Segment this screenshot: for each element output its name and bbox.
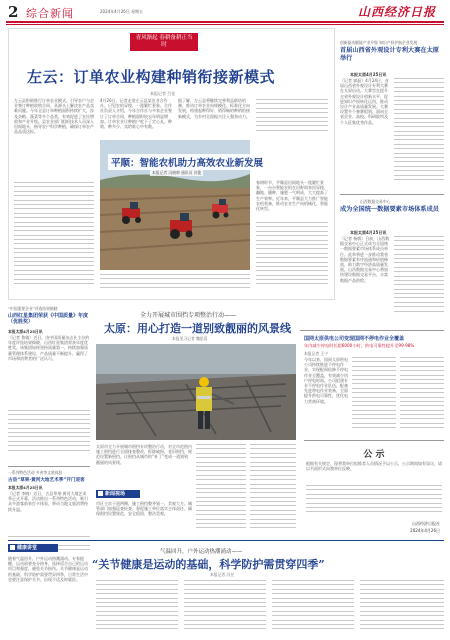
news-label <box>96 490 140 498</box>
middle-byline: 本报见习记者 魏思蓉 <box>172 336 208 341</box>
right-body-1b <box>394 78 444 188</box>
section-title: 综合新闻 <box>26 7 74 20</box>
left-kicker-2: 一系列特色活动 多省李文旅体验 <box>8 470 63 475</box>
news-body: 市区主次干道两侧，施工围挡整齐划一，美观大方。城管部门加强巡查检查，督促施工单位落实主体责任，确保围挡设置规范、安全稳固、整洁美观。 <box>96 501 192 517</box>
lead-right-col <box>256 222 328 292</box>
masthead <box>0 0 450 22</box>
lead-byline: 本报记者 吕佳 <box>150 91 176 96</box>
lead-headline: 左云：订单农业构建种销衔接新模式 <box>27 68 276 86</box>
health-label <box>8 544 58 552</box>
right-headline-1: 首届山西省外观设计专利大赛在太原举行 <box>340 47 439 62</box>
worker-construction-photo <box>96 344 296 440</box>
left-headline-2: 古县“草果·黄河大地艺术季”开门迎客 <box>8 478 85 483</box>
left-byline-1: 本报太原4月25日讯 <box>8 329 43 334</box>
middle-body-col2 <box>196 444 246 534</box>
middle-headline: 太原：用心打造一道别致靓丽的风景线 <box>104 322 291 335</box>
notice-body-more <box>306 485 442 515</box>
lead-bottom-text <box>100 274 250 294</box>
photo1-caption-body: 春耕时节，平顺县田间地头一派繁忙景象，一台台智能农机在田野间来回穿梭，翻地、播种、施肥一气呵成，大大提高了生产效率。近年来，平顺县大力推广智能农机装备，推动农业生产向机械化、智能化转型。 <box>256 180 328 212</box>
date-line: 2024年4月26日 星期五 <box>100 9 144 14</box>
health-label-text: 健康讲堂 <box>17 545 38 551</box>
health-body-col2 <box>96 580 178 636</box>
notice-signature: 山西经济日报社 <box>412 521 440 526</box>
lead-body-col1: 左云县积极推行订单农业模式，引导农户与企业签订种植收购合同，从源头上解决农产品卖难问题。今年全县订单种植面积持续扩大，涉及杂粮、蔬菜等多个品类，有效促进了农民增收和产业升级。县农业部门组织技术人员深入田间地头，指导农户科学种植，确保订单农产品品质达标。 <box>14 98 94 135</box>
right-body-2a: （记者 杨敏）日前，山西数据交易中心正式成为全国统一数据要素市场体系成员单位。此举将进一步推动我省数据要素有序流通和价值释放，助力数字经济高质量发展。山西数据交易中心将加快建设数据交易平台，丰富数据产品供给。 <box>340 236 390 283</box>
middle-body-col3 <box>250 444 296 534</box>
lead-body-col2: 4月26日，记者走进左云县某农业合作社，只见农机穿梭，一派繁忙景象。合作社负责人介绍，今年合作社与多家企业签订了订单合同，种植面积较去年明显增加。订单农业让种植户吃下了定心丸，种啥、种多少、卖给谁心中有数。 <box>100 98 172 130</box>
lead-body-col4 <box>256 99 328 137</box>
page-number: 2 <box>8 3 19 21</box>
left-kicker-1: “中国重要企业”评选结果揭晓 <box>8 306 58 311</box>
left-body-1: （记者 鲁婧）近日，由中国质量杂志社主办的年度评选结果揭晓，山西红星集团荣获年度优胜奖。该集团始终坚持质量第一，持续加强质量管理体系建设，产品质量不断提升，赢得了市场和消费者的广泛认可。 <box>8 335 90 361</box>
lead-banner-text: 青风渐起 春耕备耕正当时 <box>135 35 193 48</box>
paper-name-logo: 山西经济日报 <box>358 5 437 19</box>
left-body-2: （记者 李晓）近日，古县草果·黄河大地艺术季正式开幕，活动推出一系列特色活动，吸引众多游客前来打卡体验，带动当地文旅消费持续升温。 <box>8 491 88 512</box>
right-body-3b <box>352 357 396 435</box>
photo1-caption-byline: 本报记者 冯晓帅 通讯员 苏俊 <box>152 170 202 175</box>
masthead-rule <box>6 21 444 23</box>
right-body-3c <box>400 357 444 435</box>
right-divider-1 <box>340 194 444 195</box>
right-divider-2 <box>300 330 444 331</box>
right-body-1a: （记者 郭晶）4月24日，首届山西省外观设计专利大赛在太原启动。大赛旨在提升全省外观设计创新水平，促进知识产权转化运用，推动设计产业高质量发展。大赛设置多个参赛组别，面向全省企业、高校、科研院所及个人征集优秀作品。 <box>340 78 389 125</box>
right-kicker-2: 山西数据交易中心 <box>360 199 391 204</box>
right-byline-3: 本报记者 王宁 <box>304 351 328 356</box>
health-body-col1: 随着气温回升，户外运动热潮涌动。专家提醒，运动前要充分热身，选择适合自己的运动项目和强度，避免关节损伤。关节健康是运动的基础，科学防护需要贯穿四季，日常生活中也要注意保护关节，出现不适及时就医。 <box>8 556 88 582</box>
notice-body: 根据有关规定，现将我单位拟推荐人员情况予以公示，公示期间如有异议，请以书面形式向我单位反映。 <box>306 461 442 472</box>
left-divider-1 <box>8 466 90 467</box>
lead-body-col3: 据了解，左云县将继续完善利益联结机制，推动订单农业向规模化、标准化方向发展，构建起种得好、销得畅的种销衔接新模式，为乡村全面振兴注入强劲动力。 <box>178 98 250 119</box>
right-kicker-3: 国网太原供电公司变现国网不停电作业全覆盖 <box>304 336 405 342</box>
health-kicker: 气温回升，户外运动热潮涌动—— <box>160 549 243 555</box>
right-byline-2: 本报太原4月25日讯 <box>350 230 387 235</box>
right-kicker-1: 创新驱动赋能产业升级 知识产权护航企业发展 <box>340 40 418 45</box>
photo1-caption-title: 平顺：智能农机助力高效农业新发展 <box>108 154 266 170</box>
left-headline-1: 山西红星集团荣获《中国质量》年度（优胜奖） <box>8 313 89 326</box>
news-label-icon <box>98 491 103 496</box>
notice-date: 2024年4月26日 <box>410 528 440 533</box>
right-byline-1: 本报太原4月25日讯 <box>350 72 387 77</box>
masthead-rule-thin <box>6 24 444 25</box>
health-body-col5 <box>360 580 444 636</box>
middle-kicker: 全力开展城市围挡专项整治行动—— <box>140 312 237 319</box>
right-headline-2: 成为全国统一数据要素市场体系成员 <box>340 206 439 213</box>
lead-body-col1-more <box>14 182 94 294</box>
news-label-text: 新闻视场 <box>105 491 126 497</box>
right-body-3a: 今年以来，国网太原供电公司持续推进不停电作业，实现配网检修不停电作业全覆盖，有效减少用户停电时间。公司组建专业不停电作业队伍，配备先进带电作业装备，全面提升供电可靠性，优化电力营商环境。 <box>304 357 348 404</box>
health-body-col3 <box>184 580 266 636</box>
health-headline: “关节健康是运动的基础，科学防护需贯穿四季” <box>92 558 325 571</box>
middle-body: 太原市全力开展城市围挡专项整治行动，对全市范围内施工围挡进行全面排查整改，拆除破损、老旧围挡，规范设置新围挡，让围挡从城市的“补丁”变成一道别致靓丽的风景线。 <box>96 444 192 465</box>
health-byline: 本报记者 冯昱 <box>210 572 234 577</box>
left-body-1-more <box>8 410 90 455</box>
right-headline-3: 年内减少停电时长超6000小时，供电可靠性提升至99.98% <box>304 343 415 348</box>
health-label-icon <box>10 545 15 550</box>
notice-title: 公 示 <box>363 450 385 460</box>
health-body-col4 <box>272 580 354 636</box>
lead-banner <box>130 33 198 51</box>
left-byline-2: 本报太原4月25日讯 <box>8 485 43 490</box>
right-body-2b <box>394 236 444 318</box>
health-divider <box>8 540 444 541</box>
notice-box <box>304 440 444 543</box>
